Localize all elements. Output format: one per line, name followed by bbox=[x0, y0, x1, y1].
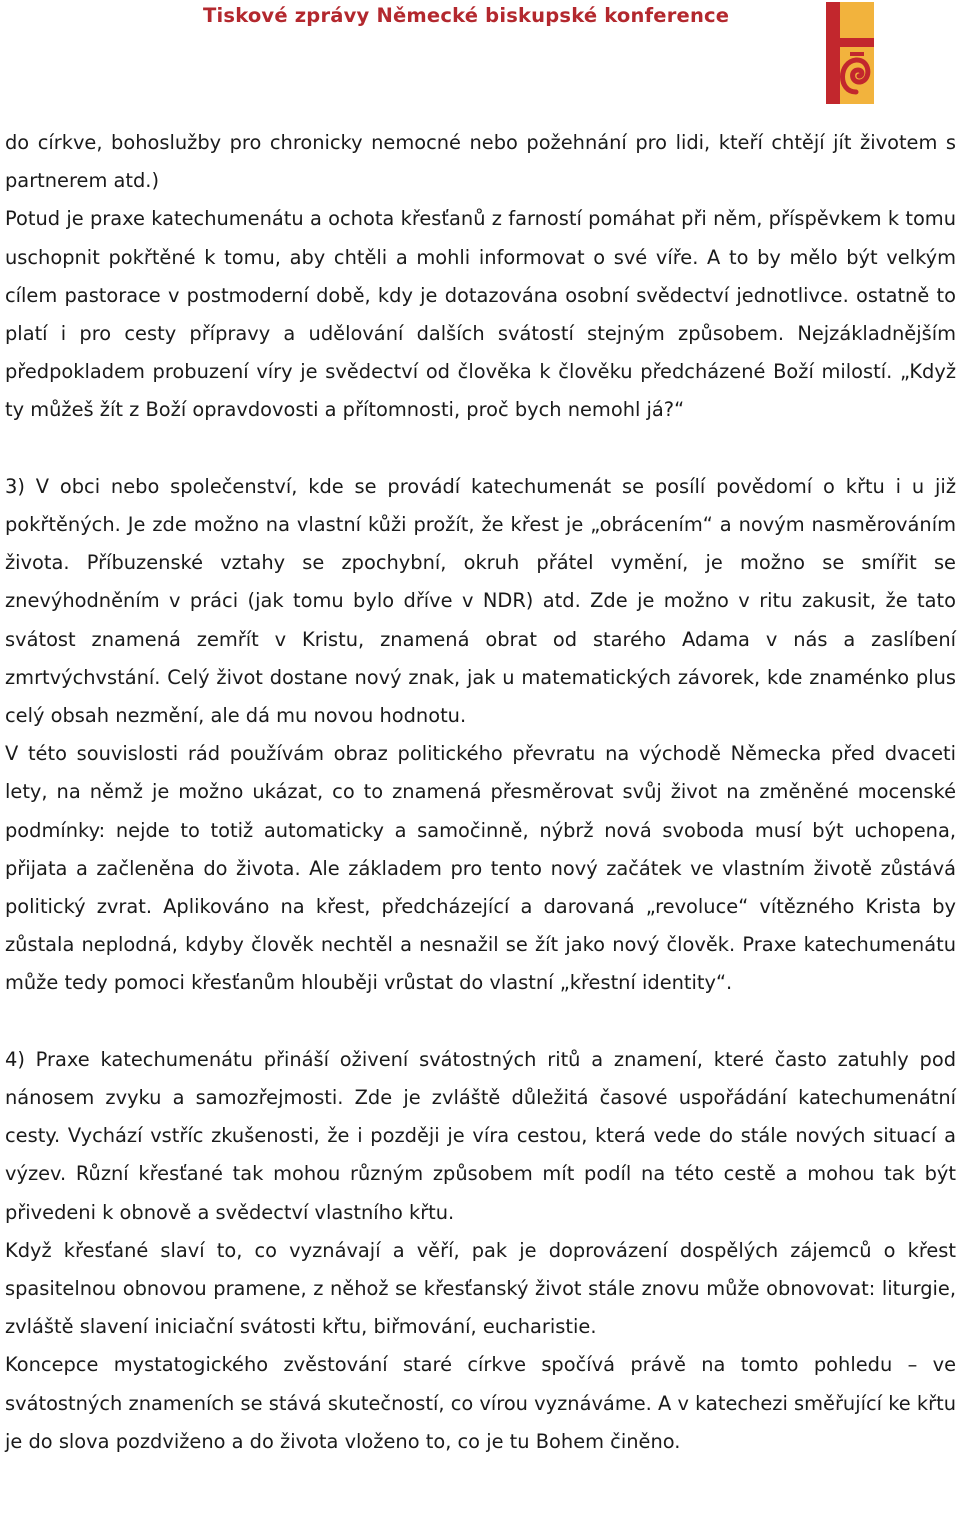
paragraph: Když křesťané slaví to, co vyznávají a věří, pak je doprovázení dospělých zájemců o křest spasitelnou obnovou pramene, z něhož se křesťanský život stále znovu může obnovovat: liturgie, zvláště slavení iniciační svátosti křtu, biřmování, eucharistie. bbox=[5, 1238, 956, 1339]
paragraph: 4) Praxe katechumenátu přináší oživení svátostných ritů a znamení, které často zatuhly pod nánosem zvyku a samozřejmosti. Zde je zvláště důležitá časové uspořádání katechumenátní cesty. Vychází vstříc zkušenosti, že i později je víra cestou, která vede do stále nových situací a výzev. Různí křesťané tak mohou různým způsobem mít podíl na této cestě a mohou tak být přivedeni k obnově a svědectví vlastního křtu. bbox=[5, 1047, 956, 1224]
document-body bbox=[5, 124, 956, 1461]
paragraph: Koncepce mystatogického zvěstování staré církve spočívá právě na tomto pohledu – ve svátostných znameních se stává skutečností, co vírou vyznáváme. A v katechezi směřující ke křtu je do slova pozdviženo a do života vloženo to, co je tu Bohem činěno. bbox=[5, 1353, 956, 1453]
paragraph: Potud je praxe katechumenátu a ochota křesťanů z farností pomáhat při něm, příspěvkem k tomu uschopnit pokřtěné k tomu, aby chtěli a mohli informovat o své víře. A to by mělo být velkým cílem pastorace v postmoderní době, kdy je dotazována osobní svědectví jednotlivce. ostatně to platí i pro cesty přípravy a udělování dalších svátostí stejným způsobem. Nejzákladnějším předpokladem probuzení víry je svědectví od člověka k člověku předcházené Boží milostí. „Když ty můžeš žít z Boží opravdovosti a přítomnosti, proč bych nemohl já?“ bbox=[5, 207, 956, 422]
page-header bbox=[0, 0, 960, 108]
paragraph: 3) V obci nebo společenství, kde se provádí katechumenát se posílí povědomí o křtu i u již pokřtěných. Je zde možno na vlastní kůži prožít, že křest je „obrácením“ a novým nasměrováním života. Příbuzenské vztahy se zpochybní, okruh přátel vymění, je možno se smířit se znevýhodněním v práci (jak tomu bylo dříve v NDR) atd. Zde je možno v ritu zakusit, že tato svátost znamená zemřít v Kristu, znamená obrat od starého Adama v nás a zaslíbení zmrtvýchvstání. Celý život dostane nový znak, jak u matematických závorek, kde znaménko plus celý obsah nezmění, ale dá mu novou hodnotu. bbox=[5, 474, 956, 728]
paragraph: do církve, bohoslužby pro chronicky nemocné nebo požehnání pro lidi, kteří chtějí jít životem s partnerem atd.) bbox=[5, 131, 956, 193]
paragraph-gap bbox=[5, 430, 956, 468]
header-title: Tiskové zprávy Německé biskupské konference bbox=[203, 4, 730, 27]
paragraph: V této souvislosti rád používám obraz politického převratu na východě Německa před dvaceti lety, na němž je možno ukázat, co to znamená přesměrovat svůj život na změněné mocenské podmínky: nejde to totiž automaticky a samočinně, nýbrž nová svoboda musí být uchopena, přijata a začleněna do života. Ale základem pro tento nový začátek ve vlastním životě zůstává politický zvrat. Aplikováno na křest, předcházející a darovaná „revoluce“ vítězného Krista by zůstala neplodná, kdyby člověk nechtěl a nesnažil se žít jako nový člověk. Praxe katechumenátu může tedy pomoci křesťanům hlouběji vrůstat do vlastní „křestní identity“. bbox=[5, 742, 956, 995]
paragraph-gap bbox=[5, 1003, 956, 1041]
dbk-spiral-logo-icon bbox=[826, 2, 874, 104]
